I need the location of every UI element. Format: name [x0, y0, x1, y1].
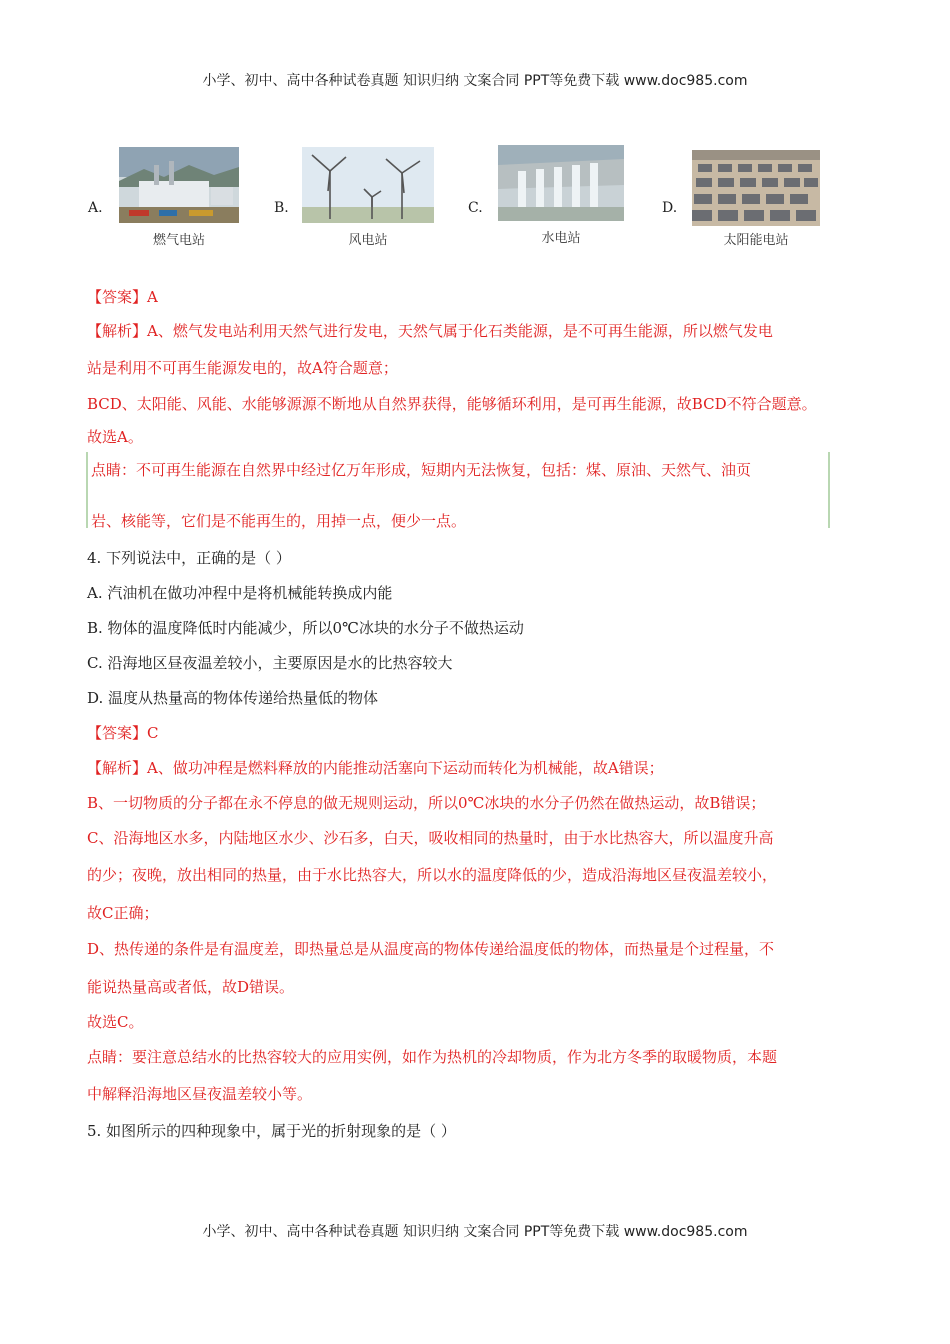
- solar-power-station-image: [692, 150, 820, 226]
- q4-stem: 4. 下列说法中，正确的是（ ）: [87, 549, 291, 567]
- q4-analysis-line-1: 【解析】A、做功冲程是燃料释放的内能推动活塞向下运动而转化为机械能，故A错误；: [87, 759, 664, 777]
- q3-note-line-2: 岩、核能等，它们是不能再生的，用掉一点，便少一点。: [91, 512, 467, 530]
- q4-answer: 【答案】C: [87, 724, 159, 742]
- option-c-letter: C.: [468, 200, 483, 216]
- q3-note-line-1: 点睛：不可再生能源在自然界中经过亿万年形成，短期内无法恢复，包括：煤、原油、天然气、油页: [91, 461, 752, 479]
- option-b-caption: 风电站: [348, 233, 388, 248]
- q4-analysis-line-3: C、沿海地区水多，内陆地区水少、沙石多，白天，吸收相同的热量时，由于水比热容大，所以温度升高: [87, 829, 774, 847]
- q4-note-line-2: 中解释沿海地区昼夜温差较小等。: [87, 1085, 313, 1103]
- option-b-letter: B.: [274, 200, 289, 216]
- q4-note-line-1: 点睛：要注意总结水的比热容较大的应用实例，如作为热机的冷却物质，作为北方冬季的取暖物质，本题: [87, 1048, 778, 1066]
- page-header: 小学、初中、高中各种试卷真题 知识归纳 文案合同 PPT等免费下载 www.doc985.com: [202, 73, 748, 89]
- q4-option-d: D. 温度从热量高的物体传递给热量低的物体: [87, 689, 379, 707]
- wind-power-station-image: [302, 147, 434, 223]
- q4-analysis-line-4: 的少；夜晚，放出相同的热量，由于水比热容大，所以水的温度降低的少，造成沿海地区昼夜温差较小，: [87, 866, 778, 884]
- q3-answer: 【答案】A: [87, 288, 158, 306]
- q4-option-a: A. 汽油机在做功冲程中是将机械能转换成内能: [87, 584, 393, 602]
- option-d-caption: 太阳能电站: [723, 233, 789, 248]
- option-c-caption: 水电站: [541, 231, 581, 246]
- option-a-caption: 燃气电站: [152, 233, 205, 248]
- option-a-letter: A.: [88, 200, 103, 216]
- option-d-letter: D.: [662, 200, 678, 216]
- q4-analysis-line-5: 故C正确；: [87, 904, 159, 922]
- q3-conclusion: 故选A。: [87, 428, 143, 446]
- q5-stem: 5. 如图所示的四种现象中，属于光的折射现象的是（ ）: [87, 1122, 456, 1140]
- q4-option-c: C. 沿海地区昼夜温差较小，主要原因是水的比热容较大: [87, 654, 453, 672]
- q3-analysis-line-3: BCD、太阳能、风能、水能够源源不断地从自然界获得，能够循环利用，是可再生能源，故BCD不符合题意。: [87, 395, 817, 413]
- gas-power-station-image: [119, 147, 239, 223]
- page-footer: 小学、初中、高中各种试卷真题 知识归纳 文案合同 PPT等免费下载 www.doc985.com: [202, 1224, 748, 1240]
- q4-analysis-line-6: D、热传递的条件是有温度差，即热量总是从温度高的物体传递给温度低的物体，而热量是个过程量，不: [87, 940, 775, 958]
- q3-analysis-line-1: 【解析】A、燃气发电站利用天然气进行发电，天然气属于化石类能源，是不可再生能源，所以燃气发电: [87, 322, 773, 340]
- q4-option-b: B. 物体的温度降低时内能减少，所以0℃冰块的水分子不做热运动: [87, 619, 524, 637]
- hydro-power-station-image: [498, 145, 624, 221]
- q4-conclusion: 故选C。: [87, 1013, 144, 1031]
- q3-analysis-line-2: 站是利用不可再生能源发电的，故A符合题意；: [87, 359, 398, 377]
- q4-analysis-line-7: 能说热量高或者低，故D错误。: [87, 978, 295, 996]
- q4-analysis-line-2: B、一切物质的分子都在永不停息的做无规则运动，所以0℃冰块的水分子仍然在做热运动，故B错误；: [87, 794, 766, 812]
